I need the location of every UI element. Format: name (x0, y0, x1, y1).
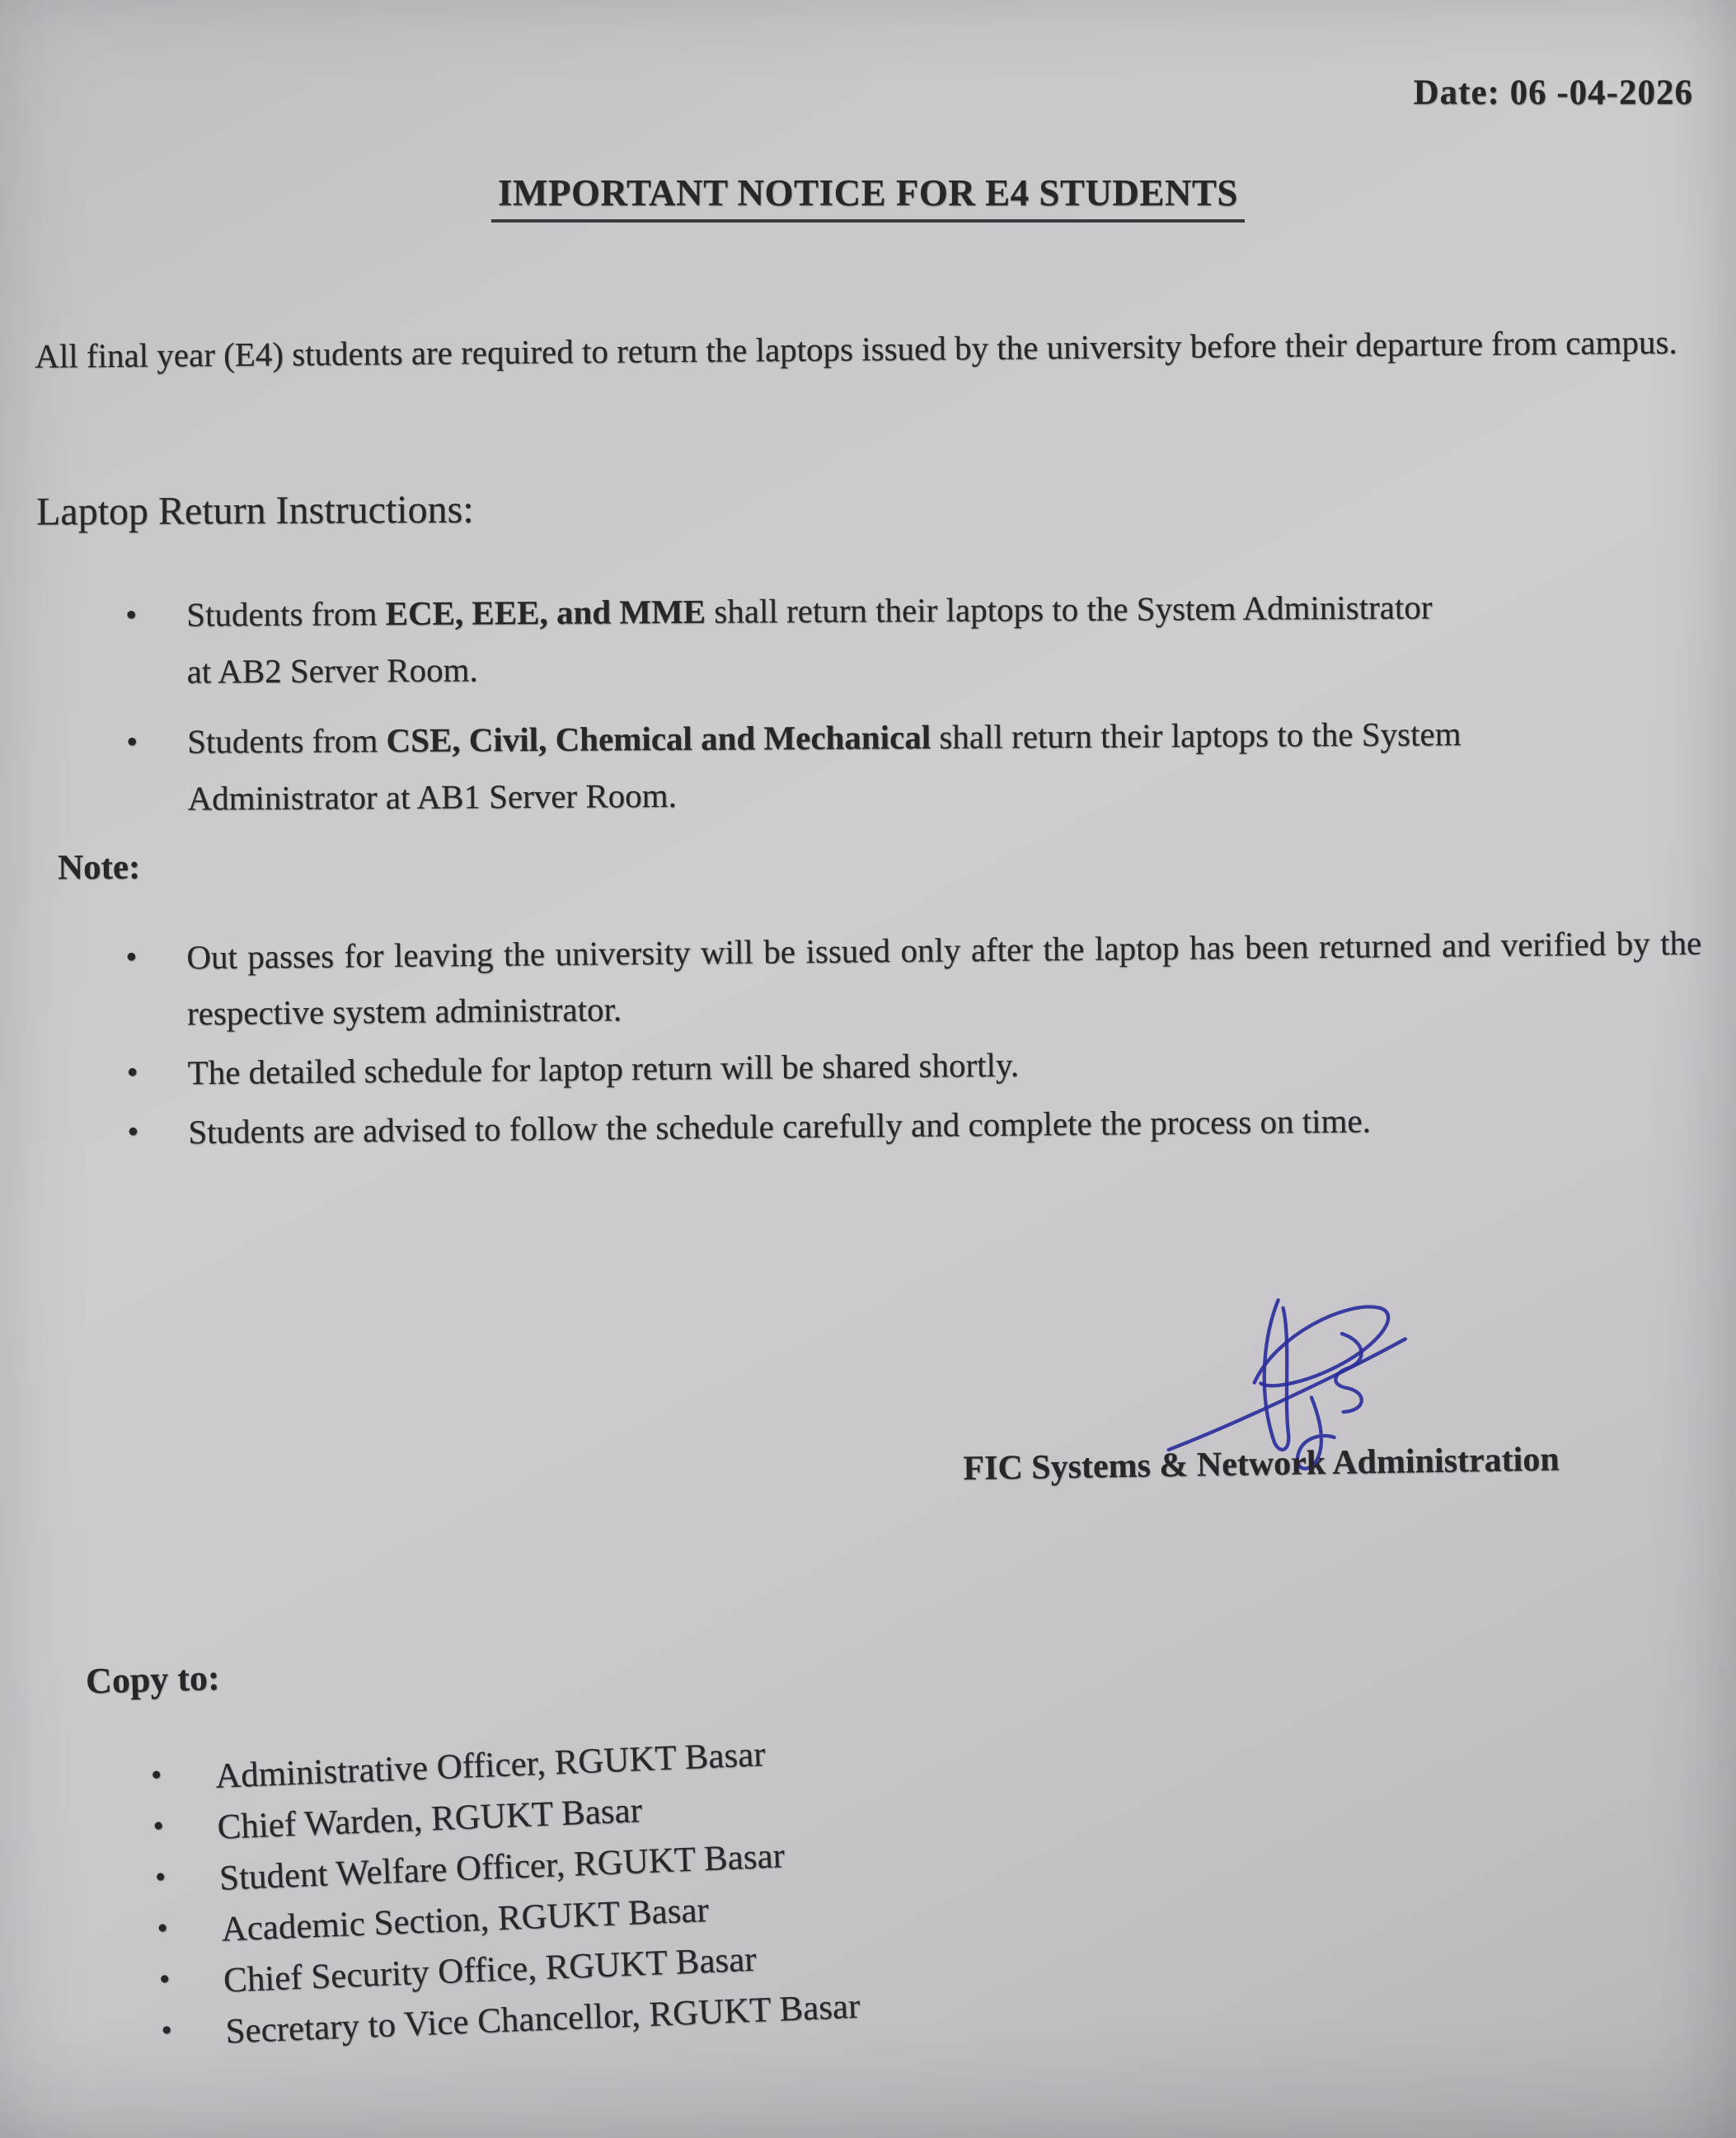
copy-recipient: Chief Warden, RGUKT Basar (216, 1791, 643, 1847)
note-item-text: Students are advised to follow the schedule carefully and complete the process on time. (188, 1101, 1372, 1151)
bullet-icon: • (127, 1112, 139, 1151)
intro-paragraph: All final year (E4) students are required to return the laptops issued by the university before their departure from campus. (35, 322, 1677, 375)
copy-recipient: Administrative Officer, RGUKT Basar (214, 1735, 767, 1796)
copy-recipient: Chief Security Office, RGUKT Basar (223, 1939, 758, 2000)
note-heading: Note: (57, 847, 141, 888)
bullet-icon: • (125, 595, 138, 633)
note-item-text: Out passes for leaving the university will be issued only after the laptop has been returned and verified by the respective system administrator. (186, 923, 1702, 1033)
list-item (126, 704, 1688, 827)
bullet-icon: • (126, 1053, 138, 1091)
instruction-item-text (186, 579, 1457, 700)
instruction-suffix: shall return their laptops to the System Administrator at AB2 Server Room. (186, 588, 1433, 691)
list-item (127, 1090, 1704, 1160)
copy-to-heading: Copy to: (85, 1657, 221, 1702)
instruction-bold-depts: ECE, EEE, and MME (385, 592, 706, 633)
bullet-icon: • (126, 722, 138, 760)
instruction-bold-depts: CSE, Civil, Chemical and Mechanical (386, 717, 931, 759)
copy-recipient: Academic Section, RGUKT Basar (220, 1891, 710, 1949)
instruction-suffix: shall return their laptops to the System Administrator at AB1 Server Room. (187, 714, 1462, 818)
instruction-prefix: Students from (187, 720, 387, 761)
copy-recipient: Student Welfare Officer, RGUKT Basar (218, 1836, 786, 1898)
bullet-icon: • (158, 1962, 171, 1997)
list-item (126, 1030, 1703, 1101)
page-title-text: IMPORTANT NOTICE FOR E4 STUDENTS (491, 171, 1245, 223)
copy-recipient: Secretary to Vice Chancellor, RGUKT Basar (224, 1986, 861, 2051)
instructions-heading: Laptop Return Instructions: (35, 487, 474, 534)
bullet-icon: • (154, 1859, 167, 1895)
list-item (125, 577, 1687, 700)
bullet-icon: • (156, 1911, 169, 1946)
note-list (125, 915, 1704, 1165)
list-item (125, 915, 1702, 1042)
note-item-text: The detailed schedule for laptop return will be shared shortly. (187, 1045, 1020, 1092)
bullet-icon: • (125, 937, 138, 975)
bullet-icon: • (152, 1808, 165, 1844)
signatory-title: FIC Systems & Network Administration (963, 1440, 1560, 1488)
bullet-icon: • (150, 1757, 163, 1793)
copy-to-list (150, 1708, 1316, 2061)
bullet-icon: • (160, 2013, 173, 2048)
instruction-list (125, 577, 1688, 840)
page-title (0, 171, 1736, 223)
instruction-item-text (187, 705, 1639, 827)
instruction-prefix: Students from (186, 594, 386, 634)
date-label: Date: 06 -04-2026 (1413, 73, 1693, 112)
